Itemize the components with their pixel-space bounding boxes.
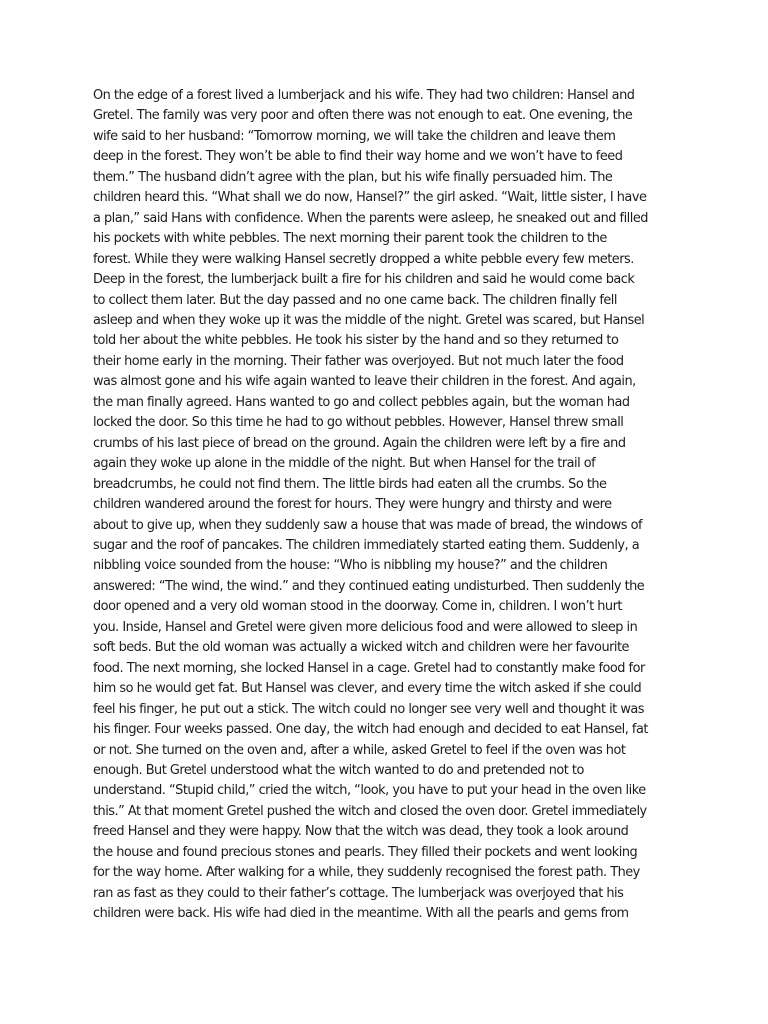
text-line: their home early in the morning. Their father was overjoyed. But not much later the food: [93, 353, 624, 369]
text-line: ran as fast as they could to their father’s cottage. The lumberjack was overjoyed that his: [93, 885, 624, 901]
text-line: food. The next morning, she locked Hansel in a cage. Gretel had to constantly make food for: [93, 660, 645, 676]
text-line: Deep in the forest, the lumberjack built a fire for his children and said he would come back: [93, 272, 635, 288]
text-line: soft beds. But the old woman was actually a wicked witch and children were her favourite: [93, 640, 629, 656]
text-line: On the edge of a forest lived a lumberjack and his wife. They had two children: Hansel and: [93, 88, 635, 103]
text-line: wife said to her husband: “Tomorrow morning, we will take the children and leave them: [93, 128, 616, 144]
text-line: answered: “The wind, the wind.” and they continued eating undisturbed. Then suddenly the: [93, 578, 645, 594]
text-line: sugar and the roof of pancakes. The children immediately started eating them. Suddenly, a: [93, 537, 640, 553]
text-line: locked the door. So this time he had to go without pebbles. However, Hansel threw small: [93, 415, 624, 431]
text-line: about to give up, when they suddenly saw a house that was made of bread, the windows of: [93, 517, 642, 533]
text-line: or not. She turned on the oven and, after a while, asked Gretel to feel if the oven was hot: [93, 742, 626, 758]
text-line: deep in the forest. They won’t be able to find their way home and we won’t have to feed: [93, 149, 623, 165]
text-line: breadcrumbs, he could not find them. The little birds had eaten all the crumbs. So the: [93, 476, 607, 492]
text-line: feel his finger, he put out a stick. The witch could no longer see very well and thought it was: [93, 701, 644, 717]
text-line: asleep and when they woke up it was the middle of the night. Gretel was scared, but Hansel: [93, 312, 645, 328]
text-line: this.” At that moment Gretel pushed the witch and closed the oven door. Gretel immediately: [93, 803, 647, 819]
text-line: for the way home. After walking for a while, they suddenly recognised the forest path. They: [93, 865, 640, 881]
text-line: the house and found precious stones and pearls. They filled their pockets and went looking: [93, 844, 638, 860]
text-line: nibbling voice sounded from the house: “Who is nibbling my house?” and the children: [93, 558, 608, 574]
text-line: told her about the white pebbles. He took his sister by the hand and so they returned to: [93, 333, 619, 349]
text-line: children heard this. “What shall we do now, Hansel?” the girl asked. “Wait, little sister, I have: [93, 190, 647, 206]
text-line: them.” The husband didn’t agree with the plan, but his wife finally persuaded him. The: [93, 169, 613, 185]
story-paragraph: [93, 86, 673, 925]
text-line: freed Hansel and they were happy. Now that the witch was dead, they took a look around: [93, 824, 629, 840]
text-line: again they woke up alone in the middle of the night. But when Hansel for the trail of: [93, 456, 596, 472]
text-line: children were back. His wife had died in the meantime. With all the pearls and gems from: [93, 906, 629, 922]
text-line: to collect them later. But the day passed and no one came back. The children finally fell: [93, 292, 617, 308]
text-line: understand. “Stupid child,” cried the witch, “look, you have to put your head in the oven like: [93, 783, 646, 799]
text-line: forest. While they were walking Hansel secretly dropped a white pebble every few meters.: [93, 251, 634, 267]
text-line: was almost gone and his wife again wanted to leave their children in the forest. And again,: [93, 374, 636, 390]
text-line: enough. But Gretel understood what the witch wanted to do and pretended not to: [93, 762, 584, 778]
text-line: children wandered around the forest for hours. They were hungry and thirsty and were: [93, 497, 612, 513]
text-line: Gretel. The family was very poor and often there was not enough to eat. One evening, the: [93, 108, 633, 124]
text-line: crumbs of his last piece of bread on the ground. Again the children were left by a fire and: [93, 435, 626, 451]
text-line: you. Inside, Hansel and Gretel were given more delicious food and were allowed to sleep in: [93, 619, 638, 635]
text-line: the man finally agreed. Hans wanted to go and collect pebbles again, but the woman had: [93, 394, 630, 410]
text-line: his finger. Four weeks passed. One day, the witch had enough and decided to eat Hansel, fat: [93, 722, 648, 738]
text-line: a plan,” said Hans with confidence. When the parents were asleep, he sneaked out and filled: [93, 210, 648, 226]
text-line: door opened and a very old woman stood in the doorway. Come in, children. I won’t hurt: [93, 599, 622, 615]
text-line: him so he would get fat. But Hansel was clever, and every time the witch asked if she could: [93, 681, 642, 697]
text-line: his pockets with white pebbles. The next morning their parent took the children to the: [93, 231, 607, 247]
